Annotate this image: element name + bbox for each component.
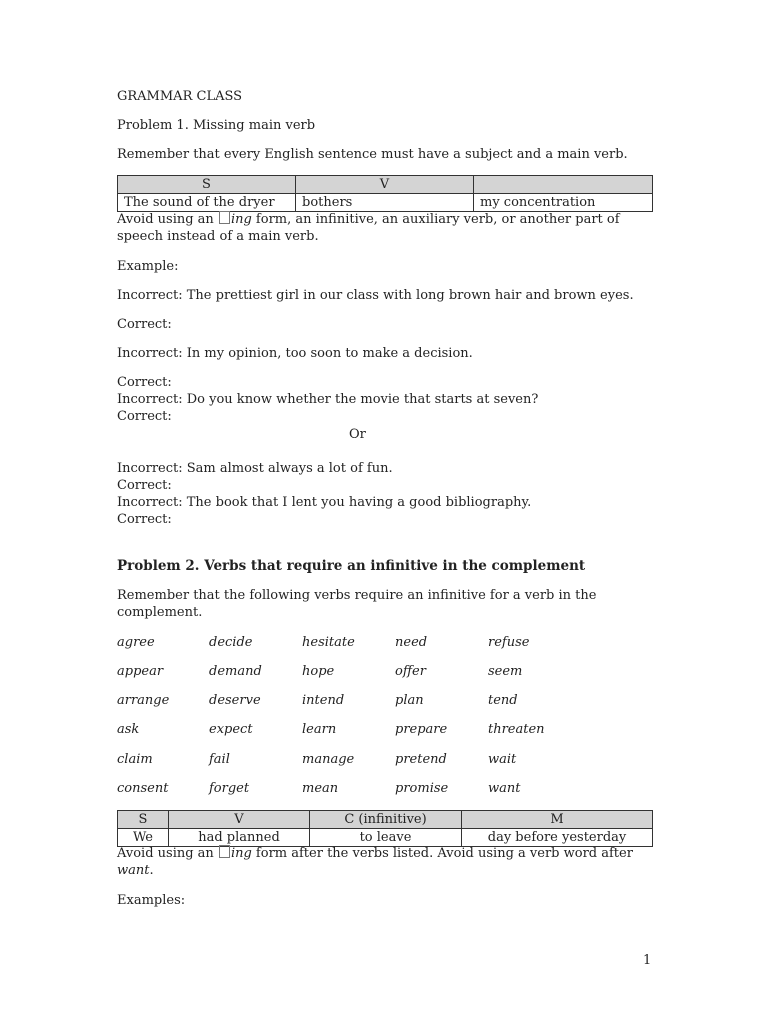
problem-1-rule: Remember that every English sentence must have a subject and a main verb. [117, 147, 628, 162]
table-cell: We [118, 829, 169, 847]
verb-item: manage [302, 752, 355, 767]
example-line: Incorrect: Sam almost always a lot of fun. [117, 461, 393, 476]
verb-item: seem [488, 664, 523, 679]
header-cell: S [118, 176, 296, 194]
verb-item: pretend [395, 752, 447, 767]
problem-2-avoid [117, 845, 633, 862]
header-cell [474, 176, 653, 194]
verb-item: learn [302, 722, 337, 737]
verb-item: tend [488, 693, 518, 708]
verb-item: ask [117, 722, 140, 737]
verb-item: need [395, 635, 428, 650]
verb-item: demand [209, 664, 262, 679]
problem-2-rule-line2: complement. [117, 605, 203, 620]
verb-item: expect [209, 722, 253, 737]
verb-item: plan [395, 693, 424, 708]
example-line: Incorrect: The book that I lent you having a good bibliography. [117, 495, 532, 510]
verb-item: mean [302, 781, 339, 796]
avoid-text: Avoid using an [117, 846, 218, 861]
example-label: Example: [117, 259, 179, 274]
avoid-text: Avoid using an [117, 212, 218, 227]
verb-item: promise [395, 781, 449, 796]
page-number: 1 [643, 953, 652, 968]
example-line: Incorrect: Do you know whether the movie that starts at seven? [117, 392, 539, 407]
verb-item: decide [209, 635, 253, 650]
svo-table [117, 175, 653, 212]
ing-text: ing [230, 212, 252, 227]
ing-text: ing [230, 846, 252, 861]
example-line: Correct: [117, 512, 172, 527]
example-line: Correct: [117, 409, 172, 424]
verb-item: want [488, 781, 521, 796]
problem-1-heading: Problem 1. Missing main verb [117, 118, 316, 133]
table-row [118, 194, 653, 212]
verb-item: offer [395, 664, 426, 679]
example-line: Correct: [117, 317, 172, 332]
verb-item: claim [117, 752, 153, 767]
verb-item: prepare [395, 722, 448, 737]
header-cell: V [169, 811, 310, 829]
want-text: want [117, 863, 150, 878]
verb-item: hesitate [302, 635, 355, 650]
svcm-table [117, 810, 653, 847]
example-line: Incorrect: The prettiest girl in our class with long brown hair and brown eyes. [117, 288, 634, 303]
example-line: Incorrect: In my opinion, too soon to make a decision. [117, 346, 473, 361]
table-cell: day before yesterday [462, 829, 653, 847]
verb-item: arrange [117, 693, 170, 708]
table-cell: to leave [310, 829, 462, 847]
verb-item: consent [117, 781, 169, 796]
header-cell: V [296, 176, 474, 194]
verb-item: forget [209, 781, 250, 796]
table-cell: had planned [169, 829, 310, 847]
period-text: . [149, 863, 154, 878]
avoid-text: form, an infinitive, an auxiliary verb, or another part of [251, 212, 620, 227]
table-cell: bothers [296, 194, 474, 212]
verb-item: refuse [488, 635, 530, 650]
verb-item: deserve [209, 693, 261, 708]
verb-item: appear [117, 664, 164, 679]
problem-2-rule: Remember that the following verbs require an infinitive for a verb in the [117, 588, 597, 603]
header-cell: C (infinitive) [310, 811, 462, 829]
avoid-text: form after the verbs listed. Avoid using a verb word after [251, 846, 633, 861]
header-cell: M [462, 811, 653, 829]
table-header-row [118, 176, 653, 194]
document-title: GRAMMAR CLASS [117, 89, 243, 104]
missing-glyph-icon [219, 211, 230, 224]
problem-2-heading: Problem 2. Verbs that require an infinitive in the complement [117, 558, 586, 574]
or-text: Or [349, 427, 366, 442]
table-header-row [118, 811, 653, 829]
problem-2-avoid-line2 [117, 862, 154, 879]
problem-1-avoid [117, 211, 620, 228]
table-cell: my concentration [474, 194, 653, 212]
verb-item: intend [302, 693, 345, 708]
header-cell: S [118, 811, 169, 829]
verb-item: fail [209, 752, 230, 767]
examples-label: Examples: [117, 893, 186, 908]
verb-item: threaten [488, 722, 545, 737]
missing-glyph-icon [219, 845, 230, 858]
verb-item: wait [488, 752, 517, 767]
table-row [118, 829, 653, 847]
example-line: Correct: [117, 375, 172, 390]
verb-item: hope [302, 664, 335, 679]
table-cell: The sound of the dryer [118, 194, 296, 212]
verb-item: agree [117, 635, 155, 650]
example-line: Correct: [117, 478, 172, 493]
problem-1-avoid-line2: speech instead of a main verb. [117, 229, 319, 244]
